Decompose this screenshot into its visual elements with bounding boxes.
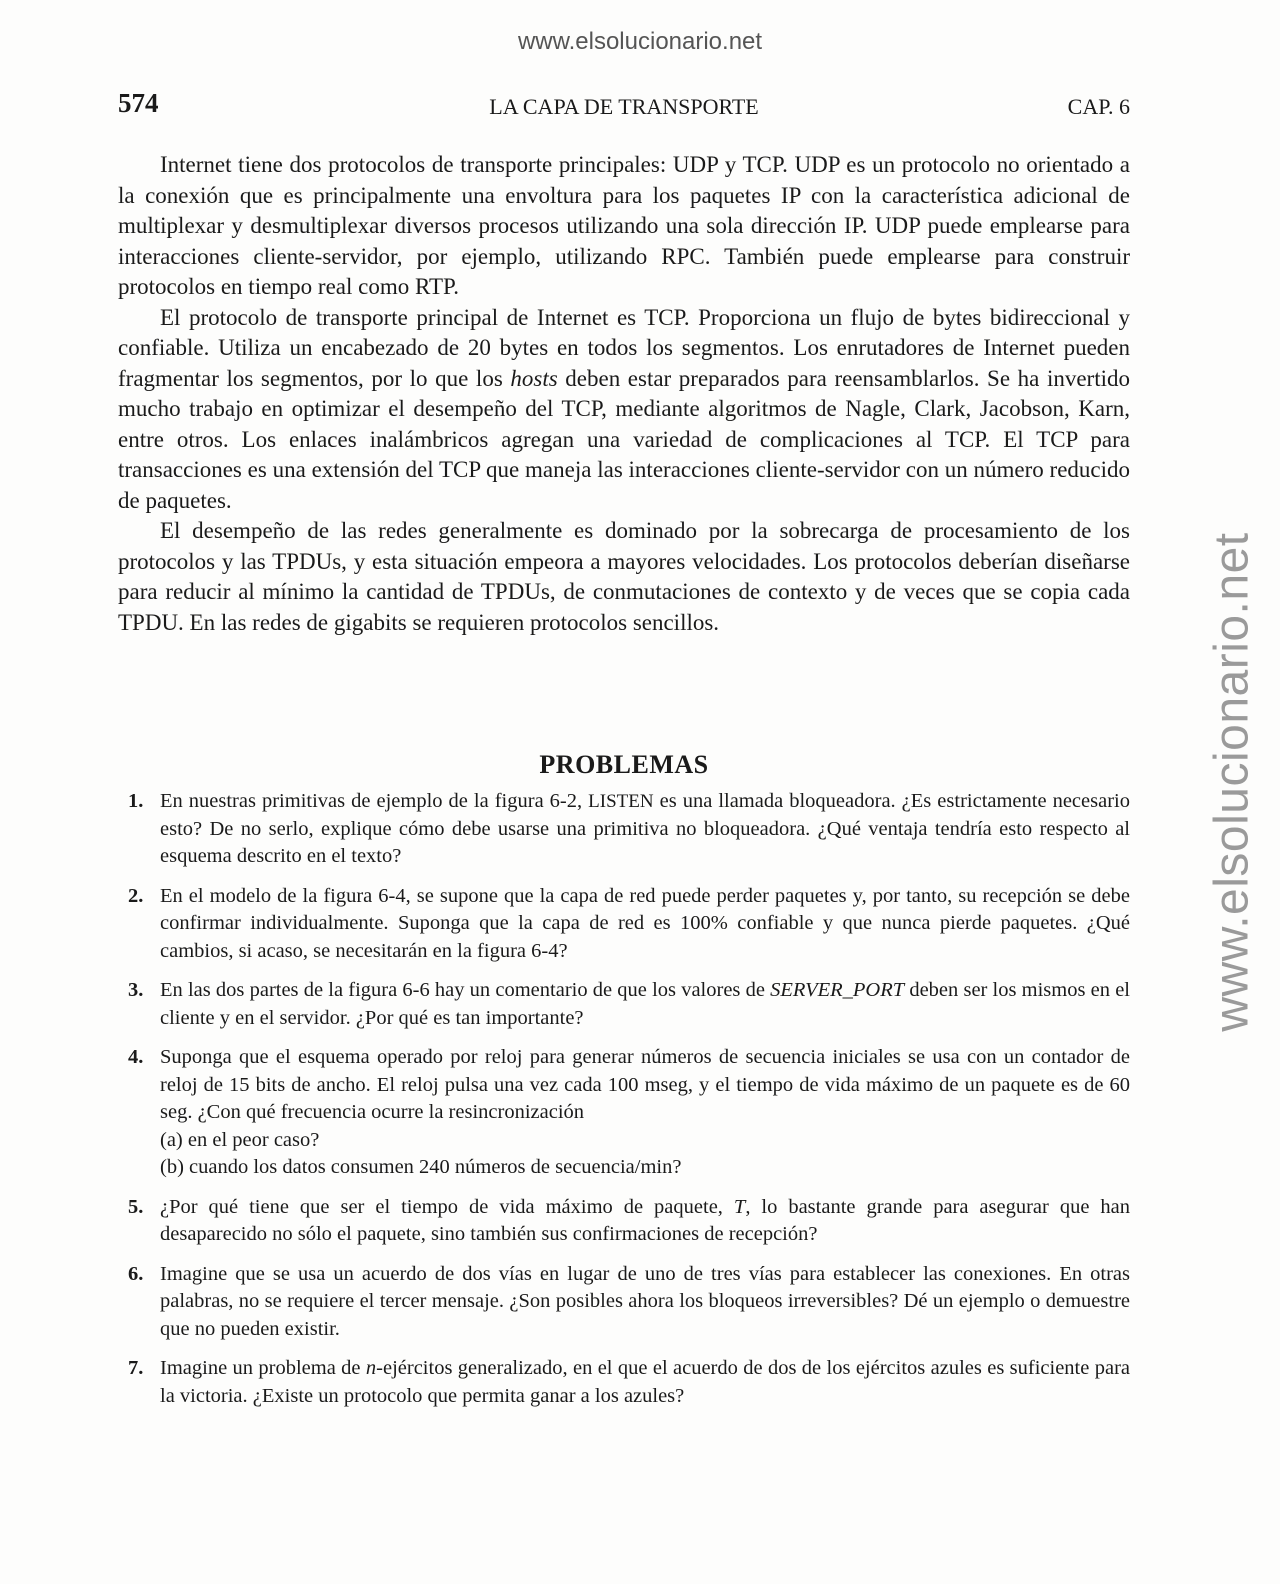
watermark-side: www.elsolucionario.net <box>1205 532 1259 1032</box>
problem-item-6 <box>118 1261 1130 1344</box>
section-heading: PROBLEMAS <box>539 749 709 779</box>
problem-number: 7. <box>128 1357 144 1379</box>
small-caps-term: LISTEN <box>588 791 654 812</box>
problem-text: ¿Por qué tiene que ser el tiempo de vida máximo de paquete, <box>160 1195 734 1218</box>
emphasis-server-port: SERVER_PORT <box>770 979 905 1001</box>
problem-subitem-a: (a) en el peor caso? <box>160 1128 320 1151</box>
emphasis-n: n <box>365 1357 377 1379</box>
running-head <box>118 88 1130 124</box>
problem-item-4 <box>118 1044 1130 1182</box>
problem-item-1 <box>118 788 1130 871</box>
problem-list <box>118 788 1130 1422</box>
problem-item-2 <box>118 883 1130 966</box>
problem-text: es una llamada bloqueadora. ¿Es estrictamente necesario esto? De no serlo, explique cómo debe usarse una primitiva no bloqueadora. ¿Qué ventaja tendría esto respecto al esquema descrito en el texto? <box>160 790 1130 867</box>
problem-number: 1. <box>128 790 144 812</box>
chapter-ref: CAP. 6 <box>1067 94 1130 119</box>
problem-item-7 <box>118 1355 1130 1410</box>
paragraph-tcp-summary <box>118 303 1130 517</box>
emphasis-hosts: hosts <box>510 365 558 391</box>
body-text <box>118 150 1130 638</box>
problem-text: En nuestras primitivas de ejemplo de la figura 6-2, <box>160 790 589 812</box>
page-number: 574 <box>118 88 159 118</box>
problem-number: 3. <box>128 979 144 1001</box>
paragraph-performance-summary: El desempeño de las redes generalmente es dominado por la sobrecarga de procesamiento de los protocolos y las TPDUs, y esta situación empeora a mayores velocidades. Los protocolos deberían diseñarse para reducir al mínimo la cantidad de TPDUs, de conmutaciones de contexto y de veces que se copia cada TPDU. En las redes de gigabits se requieren protocolos sencillos. <box>118 518 1130 635</box>
emphasis-t: T <box>733 1195 746 1218</box>
problem-text: Imagine un problema de <box>160 1357 366 1379</box>
paragraph-udp-summary: Internet tiene dos protocolos de transporte principales: UDP y TCP. UDP es un protocolo no orientado a la conexión que es principalmente una envoltura para los paquetes IP con la característica adicional de multiplexar y desmultiplexar diversos procesos utilizando una sola dirección IP. UDP puede emplearse para interacciones cliente-servidor, por ejemplo, utilizando RPC. También puede emplearse para construir protocolos en tiempo real como RTP. <box>118 152 1130 299</box>
watermark-top: www.elsolucionario.net <box>517 28 763 55</box>
problem-number: 6. <box>128 1262 144 1285</box>
chapter-title: LA CAPA DE TRANSPORTE <box>489 94 759 119</box>
problem-item-5 <box>118 1194 1130 1249</box>
problem-text: En las dos partes de la figura 6-6 hay un comentario de que los valores de <box>160 979 771 1001</box>
problem-text: , lo bastante grande para asegurar que han desaparecido no sólo el paquete, sino también sus confirmaciones de recepción? <box>160 1195 1130 1245</box>
problem-number: 5. <box>128 1195 144 1218</box>
problem-text: Imagine que se usa un acuerdo de dos vías en lugar de uno de tres vías para establecer las conexiones. En otras palabras, no se requiere el tercer mensaje. ¿Son posibles ahora los bloqueos irreversibles? Dé un ejemplo o demuestre que no pueden existir. <box>160 1262 1130 1340</box>
problem-number: 2. <box>128 884 144 907</box>
problem-subitem-b: (b) cuando los datos consumen 240 números de secuencia/min? <box>160 1156 682 1178</box>
text-span: El protocolo de transporte principal de Internet es TCP. Proporciona un flujo de bytes bidireccional y confiable. Utiliza un encabezado de 20 bytes en todos los segmentos. Los enrutadores de Internet pueden fragmentar los segmentos, por lo que los <box>118 304 1130 391</box>
problem-text: -ejércitos generalizado, en el que el acuerdo de dos de los ejércitos azules es suficiente para la victoria. ¿Existe un protocolo que permita ganar a los azules? <box>160 1357 1130 1407</box>
problem-item-3 <box>118 977 1130 1032</box>
problem-number: 4. <box>128 1046 144 1068</box>
problem-text: Suponga que el esquema operado por reloj para generar números de secuencia iniciales se usa con un contador de reloj de 15 bits de ancho. El reloj pulsa una vez cada 100 mseg, y el tiempo de vida máximo de un paquete es de 60 seg. ¿Con qué frecuencia ocurre la resincronización <box>160 1046 1130 1123</box>
problem-text: deben ser los mismos en el cliente y en el servidor. ¿Por qué es tan importante? <box>160 979 1130 1029</box>
text-span: deben estar preparados para reensamblarlos. Se ha invertido mucho trabajo en optimizar el desempeño del TCP, mediante algoritmos de Nagle, Clark, Jacobson, Karn, entre otros. Los enlaces inalámbricos agregan una variedad de complicaciones al TCP. El TCP para transacciones es una extensión del TCP que maneja las interacciones cliente-servidor con un número reducido de paquetes. <box>118 365 1130 513</box>
problem-text: En el modelo de la figura 6-4, se supone que la capa de red puede perder paquetes y, por tanto, su recepción se debe confirmar individualmente. Suponga que la capa de red es 100% confiable y que nunca pierde paquetes. ¿Qué cambios, si acaso, se necesitarán en la figura 6-4? <box>160 884 1130 962</box>
